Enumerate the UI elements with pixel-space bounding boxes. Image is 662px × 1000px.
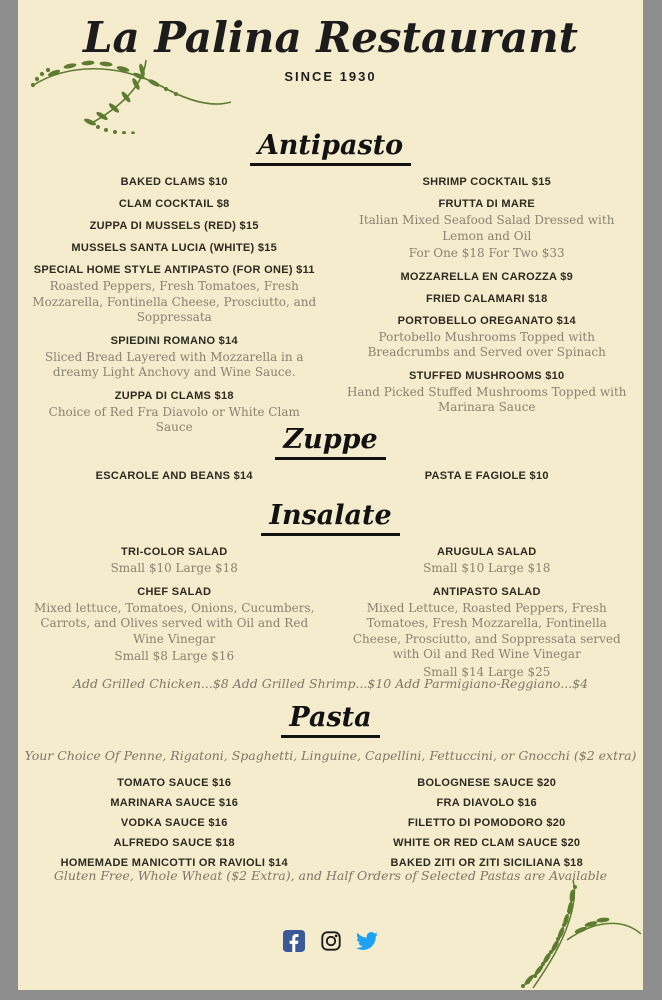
section-title-zuppe: Zuppe — [275, 424, 385, 460]
section-title-wrap — [18, 500, 643, 536]
item-name: CLAM COCKTAIL $8 — [118, 198, 230, 210]
item-name: ANTIPASTO SALAD — [432, 585, 541, 598]
menu-item — [345, 176, 630, 189]
insalate-columns — [18, 546, 643, 689]
zuppe-right-column — [331, 470, 644, 483]
pasta-item: TOMATO SAUCE $16 — [117, 777, 232, 789]
item-price-line: Small $10 Large $18 — [110, 561, 238, 575]
item-name: PASTA E FAGIOLE $10 — [424, 470, 549, 482]
item-description: Hand Picked Stuffed Mushrooms Topped with Marinara Sauce — [346, 384, 627, 414]
item-description: Portobello Mushrooms Topped with Breadcrumbs and Served over Spinach — [367, 329, 606, 359]
item-name: MOZZARELLA EN CAROZZA $9 — [400, 270, 574, 283]
pasta-item: WHITE OR RED CLAM SAUCE $20 — [393, 837, 581, 849]
insalate-right-column — [331, 546, 644, 689]
section-title-wrap — [18, 424, 643, 460]
item-name: PORTOBELLO OREGANATO $14 — [397, 314, 576, 327]
menu-item — [32, 586, 317, 665]
section-antipasto — [18, 130, 643, 445]
instagram-icon[interactable] — [320, 930, 342, 957]
item-name: SHRIMP COCKTAIL $15 — [422, 176, 552, 188]
insalate-left-column — [18, 546, 331, 689]
item-price-line: Small $8 Large $16 — [114, 649, 235, 663]
item-name: SPECIAL HOME STYLE ANTIPASTO (FOR ONE) $11 — [33, 264, 315, 276]
menu-item — [32, 335, 317, 381]
item-price-line: For One $18 For Two $33 — [408, 246, 565, 260]
item-description: Roasted Peppers, Fresh Tomatoes, Fresh Mozzarella, Fontinella Cheese, Prosciutto, and Soppressata — [32, 279, 317, 324]
facebook-icon[interactable] — [283, 930, 305, 957]
item-name: BAKED CLAMS $10 — [120, 176, 228, 188]
menu-item — [345, 586, 630, 681]
menu-item — [32, 242, 317, 255]
menu-item — [32, 198, 317, 211]
menu-item — [345, 546, 630, 577]
antipasto-columns — [18, 176, 643, 445]
item-price-line: Small $10 Large $18 — [423, 561, 551, 575]
item-description: Choice of Red Fra Diavolo or White Clam Sauce — [48, 404, 300, 434]
menu-item — [32, 546, 317, 577]
menu-item — [32, 264, 317, 326]
item-description: Italian Mixed Seafood Salad Dressed with Lemon and Oil — [359, 213, 615, 243]
pasta-item: ALFREDO SAUCE $18 — [113, 837, 235, 849]
section-zuppe — [18, 424, 643, 483]
section-title-antipasto: Antipasto — [250, 130, 411, 166]
section-title-wrap — [18, 702, 643, 738]
zuppe-columns — [18, 470, 643, 483]
item-name: FRUTTA DI MARE — [438, 198, 535, 210]
salad-addons-note: Add Grilled Chicken...$8 Add Grilled Shrimp...$10 Add Parmigiano-Reggiano...$4 — [72, 676, 589, 691]
twitter-icon[interactable] — [356, 930, 378, 957]
pasta-item: HOMEMADE MANICOTTI OR RAVIOLI $14 — [60, 857, 288, 869]
item-description: Sliced Bread Layered with Mozzarella in a dreamy Light Anchovy and Wine Sauce. — [44, 349, 304, 379]
pasta-availability-note: Gluten Free, Whole Wheat ($2 Extra), and Half Orders of Selected Pastas are Available — [53, 868, 608, 883]
pasta-choice-note: Your Choice Of Penne, Rigatoni, Spaghetti, Linguine, Capellini, Fettuccini, or Gnocchi ($2 extra) — [24, 748, 637, 763]
antipasto-right-column — [331, 176, 644, 445]
item-description: Mixed Lettuce, Roasted Peppers, Fresh Tomatoes, Fresh Mozzarella, Fontinella Cheese, Prosciutto, and Soppressata served with Oil and Red Wine Vinegar — [352, 600, 621, 661]
menu-item — [345, 198, 630, 262]
menu-item — [345, 293, 630, 306]
antipasto-left-column — [18, 176, 331, 445]
section-insalate — [18, 500, 643, 689]
section-title-wrap — [18, 130, 643, 166]
social-links — [18, 930, 643, 957]
item-name: ZUPPA DI CLAMS $18 — [114, 389, 234, 402]
item-name: ZUPPA DI MUSSELS (RED) $15 — [89, 220, 259, 232]
item-name: CHEF SALAD — [137, 585, 212, 598]
pasta-item: BAKED ZITI OR ZITI SICILIANA $18 — [390, 857, 584, 869]
menu-item — [32, 220, 317, 233]
since-tagline: SINCE 1930 — [284, 69, 377, 84]
pasta-item: FILETTO DI POMODORO $20 — [407, 817, 566, 829]
menu-page — [18, 0, 643, 990]
menu-item — [32, 176, 317, 189]
item-name: ESCAROLE AND BEANS $14 — [95, 470, 253, 482]
item-name: ARUGULA SALAD — [437, 546, 537, 558]
pasta-left-column — [18, 773, 331, 873]
pasta-item: BOLOGNESE SAUCE $20 — [417, 777, 557, 789]
item-price-line: Small $14 Large $25 — [423, 664, 551, 679]
header — [18, 12, 643, 84]
item-name: TRI-COLOR SALAD — [120, 546, 228, 558]
item-description: Mixed lettuce, Tomatoes, Onions, Cucumbers, Carrots, and Olives served with Oil and Red Wine Vinegar — [34, 600, 315, 646]
restaurant-title: La Palina Restaurant — [82, 13, 579, 62]
menu-item — [345, 315, 630, 361]
section-title-pasta: Pasta — [281, 702, 379, 738]
item-name: SPIEDINI ROMANO $14 — [110, 334, 238, 347]
item-name: STUFFED MUSHROOMS $10 — [409, 369, 565, 382]
pasta-item: FRA DIAVOLO $16 — [436, 797, 537, 809]
pasta-item: VODKA SAUCE $16 — [120, 817, 228, 829]
pasta-columns — [18, 773, 643, 873]
pasta-right-column — [331, 773, 644, 873]
menu-item — [345, 370, 630, 416]
item-name: FRIED CALAMARI $18 — [425, 292, 548, 305]
zuppe-left-column — [18, 470, 331, 483]
section-title-insalate: Insalate — [261, 500, 399, 536]
section-pasta — [18, 702, 643, 873]
pasta-item: MARINARA SAUCE $16 — [110, 797, 239, 809]
menu-item — [345, 271, 630, 284]
item-name: MUSSELS SANTA LUCIA (WHITE) $15 — [71, 242, 278, 254]
